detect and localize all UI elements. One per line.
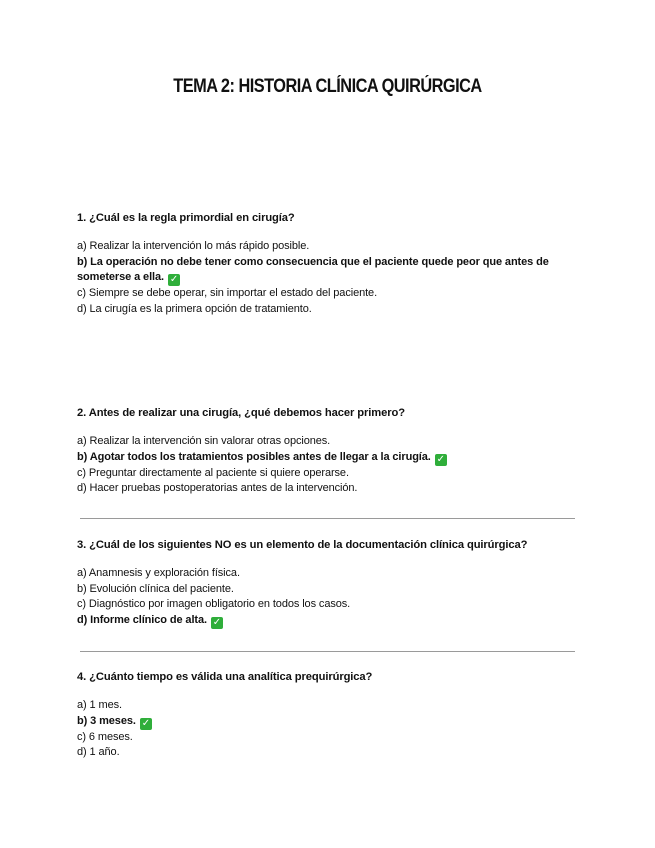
question-block-2 <box>77 405 587 497</box>
option-text: a) Anamnesis y exploración física. <box>77 567 240 579</box>
section-divider <box>80 518 575 519</box>
option-text: d) 1 año. <box>77 746 120 759</box>
question-text: 2. Antes de realizar una cirugía, ¿qué debemos hacer primero? <box>77 407 405 419</box>
option-text: a) Realizar la intervención sin valorar otras opciones. <box>77 435 331 447</box>
option-a <box>77 239 587 255</box>
option-text: a) 1 mes. <box>77 699 122 711</box>
option-b-correct <box>77 714 587 730</box>
question-text: 3. ¿Cuál de los siguientes NO es un elemento de la documentación clínica quirúrgica? <box>77 539 528 551</box>
option-c <box>77 597 587 613</box>
option-b <box>77 582 587 598</box>
option-text: b) La operación no debe tener como consecuencia que el paciente quede peor que antes de someterse a ella. <box>77 255 549 284</box>
option-text: d) La cirugía es la primera opción de tratamiento. <box>77 302 312 315</box>
option-text: c) 6 meses. <box>77 730 133 743</box>
question-text: 1. ¿Cuál es la regla primordial en cirugía? <box>77 212 295 224</box>
option-c <box>77 286 587 302</box>
option-c <box>77 466 587 482</box>
option-c <box>77 730 587 746</box>
section-divider <box>80 651 575 652</box>
option-text: b) Evolución clínica del paciente. <box>77 582 234 595</box>
question-block-1 <box>77 210 587 317</box>
option-d <box>77 745 587 761</box>
option-text: b) Agotar todos los tratamientos posibles antes de llegar a la cirugía. <box>77 450 431 463</box>
option-text: b) 3 meses. <box>77 714 136 727</box>
page-title: TEMA 2: HISTORIA CLÍNICA QUIRÚRGICA <box>173 76 482 97</box>
option-a <box>77 434 587 450</box>
check-mark-icon: ✓ <box>212 616 222 628</box>
question-block-3 <box>77 537 587 629</box>
option-a <box>77 698 587 714</box>
question-block-4 <box>77 669 587 761</box>
option-b-correct <box>77 450 587 466</box>
check-mark-icon: ✓ <box>436 453 445 465</box>
option-text: c) Siempre se debe operar, sin importar el estado del paciente. <box>77 287 378 300</box>
check-mark-icon: ✓ <box>141 717 150 729</box>
option-d <box>77 302 587 318</box>
question-text: 4. ¿Cuánto tiempo es válida una analítica prequirúrgica? <box>77 671 373 683</box>
check-mark-icon: ✓ <box>169 274 179 286</box>
option-d <box>77 481 587 497</box>
option-text: c) Preguntar directamente al paciente si quiere operarse. <box>77 466 349 479</box>
option-text: c) Diagnóstico por imagen obligatorio en todos los casos. <box>77 598 351 611</box>
option-a <box>77 566 587 582</box>
option-b-correct <box>77 255 587 287</box>
option-text: d) Hacer pruebas postoperatorias antes de la intervención. <box>77 482 358 495</box>
option-d-correct <box>77 613 587 629</box>
option-text: a) Realizar la intervención lo más rápido posible. <box>77 240 310 252</box>
option-text: d) Informe clínico de alta. <box>77 613 207 626</box>
